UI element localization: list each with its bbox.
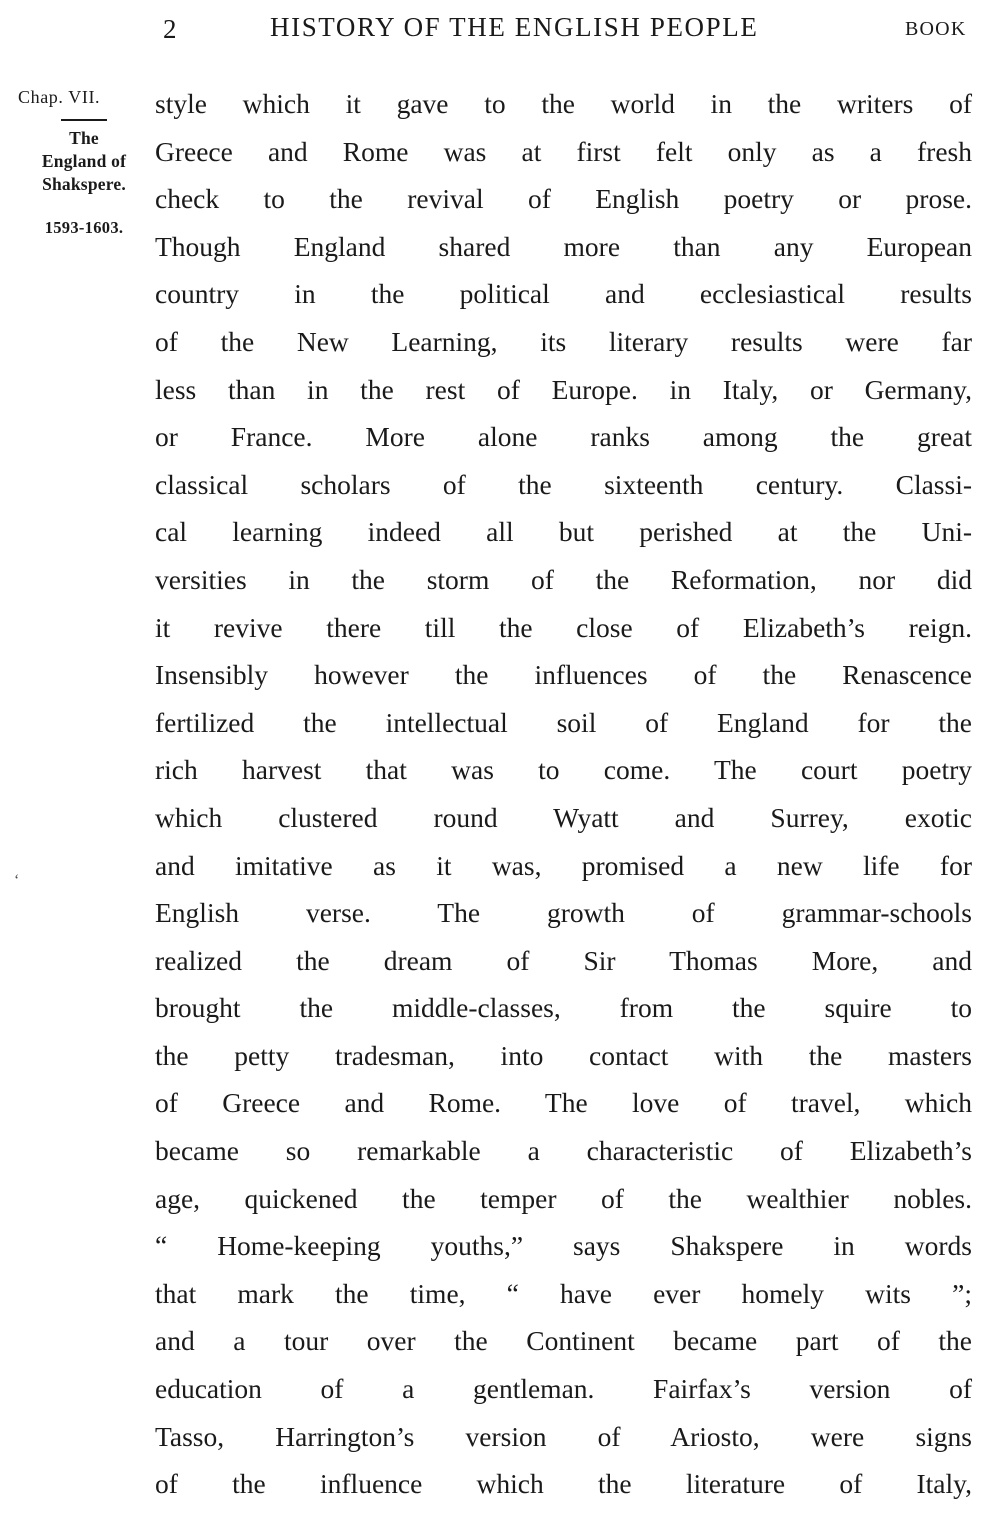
paragraph-line: “ Home-keeping youths,” says Shakspere in words bbox=[155, 1230, 972, 1262]
body-text-column bbox=[155, 80, 972, 1508]
paragraph-line: education of a gentleman. Fairfax’s version of bbox=[155, 1373, 972, 1405]
paragraph-line: versities in the storm of the Reformation, nor did bbox=[155, 563, 972, 595]
side-note-title bbox=[16, 127, 152, 196]
paragraph-line: it revive there till the close of Elizabeth’s reign. bbox=[155, 611, 972, 643]
paragraph-line: fertilized the intellectual soil of England for the bbox=[155, 706, 972, 738]
paragraph-line: and imitative as it was, promised a new life for bbox=[155, 849, 972, 881]
paragraph-line: Though England shared more than any European bbox=[155, 230, 972, 262]
paragraph-line: and a tour over the Continent became part of the bbox=[155, 1325, 972, 1357]
paragraph-line: which clustered round Wyatt and Surrey, exotic bbox=[155, 801, 972, 833]
paragraph-line: of the influence which the literature of Italy, bbox=[155, 1468, 972, 1500]
paragraph-line: that mark the time, “ have ever homely wits ”; bbox=[155, 1277, 972, 1309]
paragraph-line: classical scholars of the sixteenth century. Classi- bbox=[155, 468, 972, 500]
paragraph-line: country in the political and ecclesiastical results bbox=[155, 278, 972, 310]
paragraph-line: brought the middle-classes, from the squire to bbox=[155, 992, 972, 1024]
paragraph-line: check to the revival of English poetry or prose. bbox=[155, 183, 972, 215]
page-number: 2 bbox=[163, 14, 177, 44]
paragraph-line: Greece and Rome was at first felt only as a fresh bbox=[155, 135, 972, 167]
paragraph-line: less than in the rest of Europe. in Italy, or Germany, bbox=[155, 373, 972, 405]
side-note-title-line-2: England of bbox=[41, 151, 127, 172]
paragraph-line: realized the dream of Sir Thomas More, and bbox=[155, 944, 972, 976]
paragraph-line: or France. More alone ranks among the great bbox=[155, 421, 972, 453]
paragraph-line: style which it gave to the world in the writers of bbox=[155, 88, 972, 119]
paragraph-line: of the New Learning, its literary results were far bbox=[155, 325, 972, 357]
paragraph-line: Insensibly however the influences of the Renascence bbox=[155, 659, 972, 691]
paragraph-line: Tasso, Harrington’s version of Ariosto, were signs bbox=[155, 1420, 972, 1452]
paragraph-line: became so remarkable a characteristic of Elizabeth’s bbox=[155, 1135, 972, 1167]
side-note-dates: 1593-1603. bbox=[44, 218, 124, 238]
side-note-title-line-1: The bbox=[69, 128, 99, 149]
running-head bbox=[0, 10, 1000, 50]
paragraph-line: of Greece and Rome. The love of travel, which bbox=[155, 1087, 972, 1119]
paragraph-line: the petty tradesman, into contact with the masters bbox=[155, 1039, 972, 1071]
note-divider bbox=[61, 119, 107, 121]
running-title: HISTORY OF THE ENGLISH PEOPLE bbox=[270, 12, 759, 42]
marginal-notes bbox=[16, 84, 152, 240]
paragraph-line: cal learning indeed all but perished at the Uni- bbox=[155, 516, 972, 548]
paragraph-line: English verse. The growth of grammar-schools bbox=[155, 897, 972, 929]
paragraph-line: rich harvest that was to come. The court poetry bbox=[155, 754, 972, 786]
running-book-label: BOOK bbox=[905, 18, 967, 40]
chapter-label: Chap. VII. bbox=[18, 87, 101, 107]
paragraph-line: age, quickened the temper of the wealthier nobles. bbox=[155, 1182, 972, 1214]
stray-ink-mark: ‘ bbox=[14, 872, 20, 889]
side-note-title-line-3: Shakspere. bbox=[42, 174, 126, 195]
